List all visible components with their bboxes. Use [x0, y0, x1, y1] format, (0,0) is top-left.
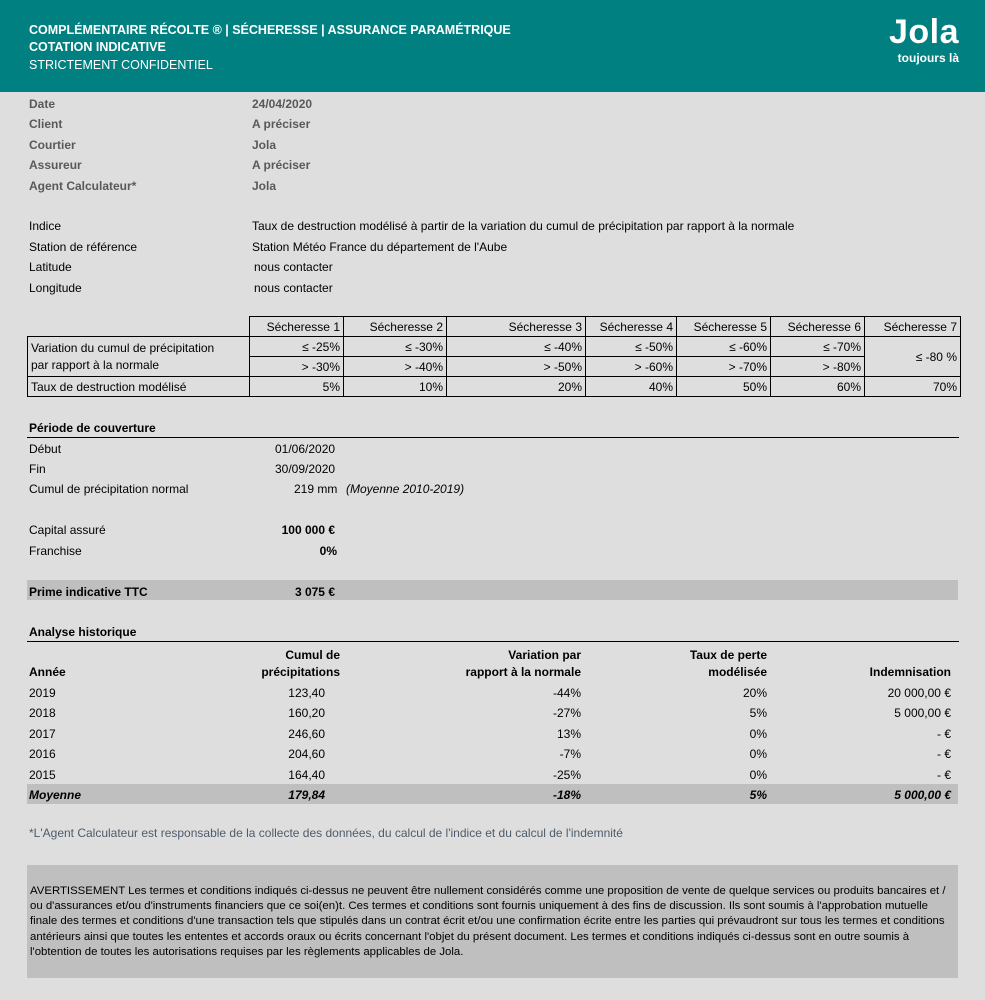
row-loss: 0%: [749, 727, 767, 741]
history-title: Analyse historique: [29, 625, 137, 639]
col-cumul-line1: Cumul de: [285, 648, 340, 662]
level-header: Sécheresse 3: [447, 317, 586, 337]
footnote: *L'Agent Calculateur est responsable de la collecte des données, du calcul de l'indice et du calcul de l'indemnité: [29, 826, 623, 840]
section-divider: [27, 437, 959, 438]
avg-variation: -18%: [552, 788, 581, 802]
info-label: Client: [29, 117, 63, 131]
row-loss: 20%: [742, 686, 767, 700]
col-variation-line1: Variation par: [508, 648, 581, 662]
longitude-label: Longitude: [29, 281, 82, 295]
level-header: Sécheresse 2: [344, 317, 447, 337]
level-header: Sécheresse 4: [586, 317, 677, 337]
col-loss-line2: modélisée: [708, 665, 767, 679]
disclaimer-text: AVERTISSEMENT Les termes et conditions indiqués ci-dessus ne peuvent être nullement considérés comme une proposition de vente de quelque services ou produits bancaires et / ou d'assurances et/ou d'instruments financiers que ce soi(en)t. Ces termes et conditions sont fournis uniquement à des fins de discussion. Ils sont soumis à l'approbation mutuelle finale des termes et conditions d'une transaction tels que stipulés dans un contrat écrit et/ou une confirmation écrite entre les parties qui prévaudront sur tous les termes et conditions antérieurs ainsi que toutes les ententes et accords oraux ou écrits concernant l'objet du présent document. Les termes et conditions indiqués ci-dessus sont en outre soumis à l'obtention de toutes les autorisations requises par les règlements applicables de Jola.: [30, 885, 946, 958]
longitude-value: nous contacter: [254, 281, 333, 295]
upper-threshold: ≤ -60%: [677, 337, 771, 357]
col-loss-line1: Taux de perte: [689, 648, 767, 662]
lower-threshold: > -60%: [586, 357, 677, 377]
premium-band: [27, 580, 958, 600]
end-label: Fin: [29, 462, 46, 476]
info-label: Agent Calculateur*: [29, 179, 137, 193]
row-year: 2018: [29, 706, 56, 720]
row-year: 2017: [29, 727, 56, 741]
avg-loss: 5%: [749, 788, 767, 802]
col-variation-line2: rapport à la normale: [465, 665, 581, 679]
variation-label: [28, 337, 250, 377]
history-row: [0, 747, 985, 767]
history-row: [0, 686, 985, 706]
table-row: [28, 337, 961, 357]
normal-value: 219 mm: [294, 482, 338, 496]
col-cumul-line2: précipitations: [261, 665, 340, 679]
franchise-label: Franchise: [29, 544, 82, 558]
variation-label-line1: Variation du cumul de précipitation: [31, 340, 215, 355]
row-year: 2015: [29, 768, 56, 782]
destruction-rate: 50%: [677, 377, 771, 397]
coverage-title: Période de couverture: [29, 421, 156, 435]
average-row: [0, 788, 985, 808]
end-date: 30/09/2020: [275, 462, 336, 476]
info-value: A préciser: [252, 158, 311, 172]
row-indemnity: - €: [936, 768, 951, 782]
row-cumul: 164,40: [288, 768, 325, 782]
col-year: Année: [29, 665, 66, 679]
upper-threshold: ≤ -25%: [250, 337, 344, 357]
level-header: Sécheresse 1: [250, 317, 344, 337]
disclaimer-box: [27, 865, 958, 978]
premium-label: Prime indicative TTC: [29, 585, 148, 599]
latitude-value: nous contacter: [254, 260, 333, 274]
lower-threshold: > -40%: [344, 357, 447, 377]
info-label: Courtier: [29, 138, 76, 152]
row-variation: 13%: [556, 727, 581, 741]
row-indemnity: - €: [936, 747, 951, 761]
index-value: Taux de destruction modélisé à partir de la variation du cumul de précipitation par rapport à la normale: [252, 219, 795, 233]
station-value: Station Météo France du département de l'Aube: [252, 240, 508, 254]
upper-threshold: ≤ -70%: [771, 337, 865, 357]
history-row: [0, 727, 985, 747]
jola-logo: [889, 14, 959, 65]
row-cumul: 160,20: [288, 706, 325, 720]
destruction-rate: 60%: [771, 377, 865, 397]
row-variation: -27%: [552, 706, 581, 720]
lower-threshold: > -80%: [771, 357, 865, 377]
row-indemnity: 5 000,00 €: [894, 706, 951, 720]
row-variation: -25%: [552, 768, 581, 782]
start-date: 01/06/2020: [275, 442, 336, 456]
level-header: Sécheresse 6: [771, 317, 865, 337]
confidentiality-label: STRICTEMENT CONFIDENTIEL: [29, 58, 213, 72]
upper-threshold: ≤ -50%: [586, 337, 677, 357]
logo-name: Jola: [888, 13, 959, 51]
info-value: Jola: [252, 179, 277, 193]
info-value: 24/04/2020: [252, 97, 313, 111]
row-year: 2019: [29, 686, 56, 700]
level-header: Sécheresse 5: [677, 317, 771, 337]
franchise-value: 0%: [319, 544, 337, 558]
header-banner: [0, 0, 985, 92]
section-divider: [27, 641, 959, 642]
col-indemnity: Indemnisation: [869, 665, 951, 679]
table-row: [28, 377, 961, 397]
destruction-rate: 10%: [344, 377, 447, 397]
row-loss: 0%: [749, 768, 767, 782]
latitude-label: Latitude: [29, 260, 72, 274]
history-row: [0, 706, 985, 726]
lower-threshold: > -70%: [677, 357, 771, 377]
row-loss: 5%: [749, 706, 767, 720]
upper-threshold: ≤ -40%: [447, 337, 586, 357]
capital-label: Capital assuré: [29, 523, 106, 537]
row-variation: -7%: [559, 747, 581, 761]
row-year: 2016: [29, 747, 56, 761]
premium-value: 3 075 €: [294, 585, 335, 599]
info-value: A préciser: [252, 117, 311, 131]
normal-label: Cumul de précipitation normal: [29, 482, 189, 496]
destruction-rate: 20%: [447, 377, 586, 397]
destruction-rate: 40%: [586, 377, 677, 397]
avg-indemnity: 5 000,00 €: [894, 788, 951, 802]
row-indemnity: 20 000,00 €: [887, 686, 951, 700]
upper-threshold: ≤ -30%: [344, 337, 447, 357]
document-title: COMPLÉMENTAIRE RÉCOLTE ® | SÉCHERESSE | ASSURANCE PARAMÉTRIQUE: [29, 23, 511, 37]
destruction-rate: 70%: [865, 377, 961, 397]
logo-tagline: toujours là: [897, 51, 959, 65]
avg-label: Moyenne: [29, 788, 82, 802]
table-row: [28, 317, 961, 337]
variation-label-line2: par rapport à la normale: [31, 357, 160, 372]
drought-level-table: [27, 316, 961, 397]
last-threshold: ≤ -80 %: [865, 337, 961, 377]
document-subtitle: COTATION INDICATIVE: [29, 40, 166, 54]
row-cumul: 246,60: [288, 727, 325, 741]
index-label: Indice: [29, 219, 62, 233]
lower-threshold: > -30%: [250, 357, 344, 377]
info-label: Assureur: [29, 158, 82, 172]
start-label: Début: [29, 442, 62, 456]
info-label: Date: [29, 97, 56, 111]
capital-value: 100 000 €: [281, 523, 335, 537]
row-loss: 0%: [749, 747, 767, 761]
rate-label: Taux de destruction modélisé: [28, 377, 250, 397]
lower-threshold: > -50%: [447, 357, 586, 377]
destruction-rate: 5%: [250, 377, 344, 397]
row-cumul: 123,40: [288, 686, 325, 700]
row-indemnity: - €: [936, 727, 951, 741]
station-label: Station de référence: [29, 240, 138, 254]
normal-note: (Moyenne 2010-2019): [346, 482, 465, 496]
level-header: Sécheresse 7: [865, 317, 961, 337]
avg-cumul: 179,84: [288, 788, 325, 802]
row-variation: -44%: [552, 686, 581, 700]
row-cumul: 204,60: [288, 747, 325, 761]
info-value: Jola: [252, 138, 277, 152]
